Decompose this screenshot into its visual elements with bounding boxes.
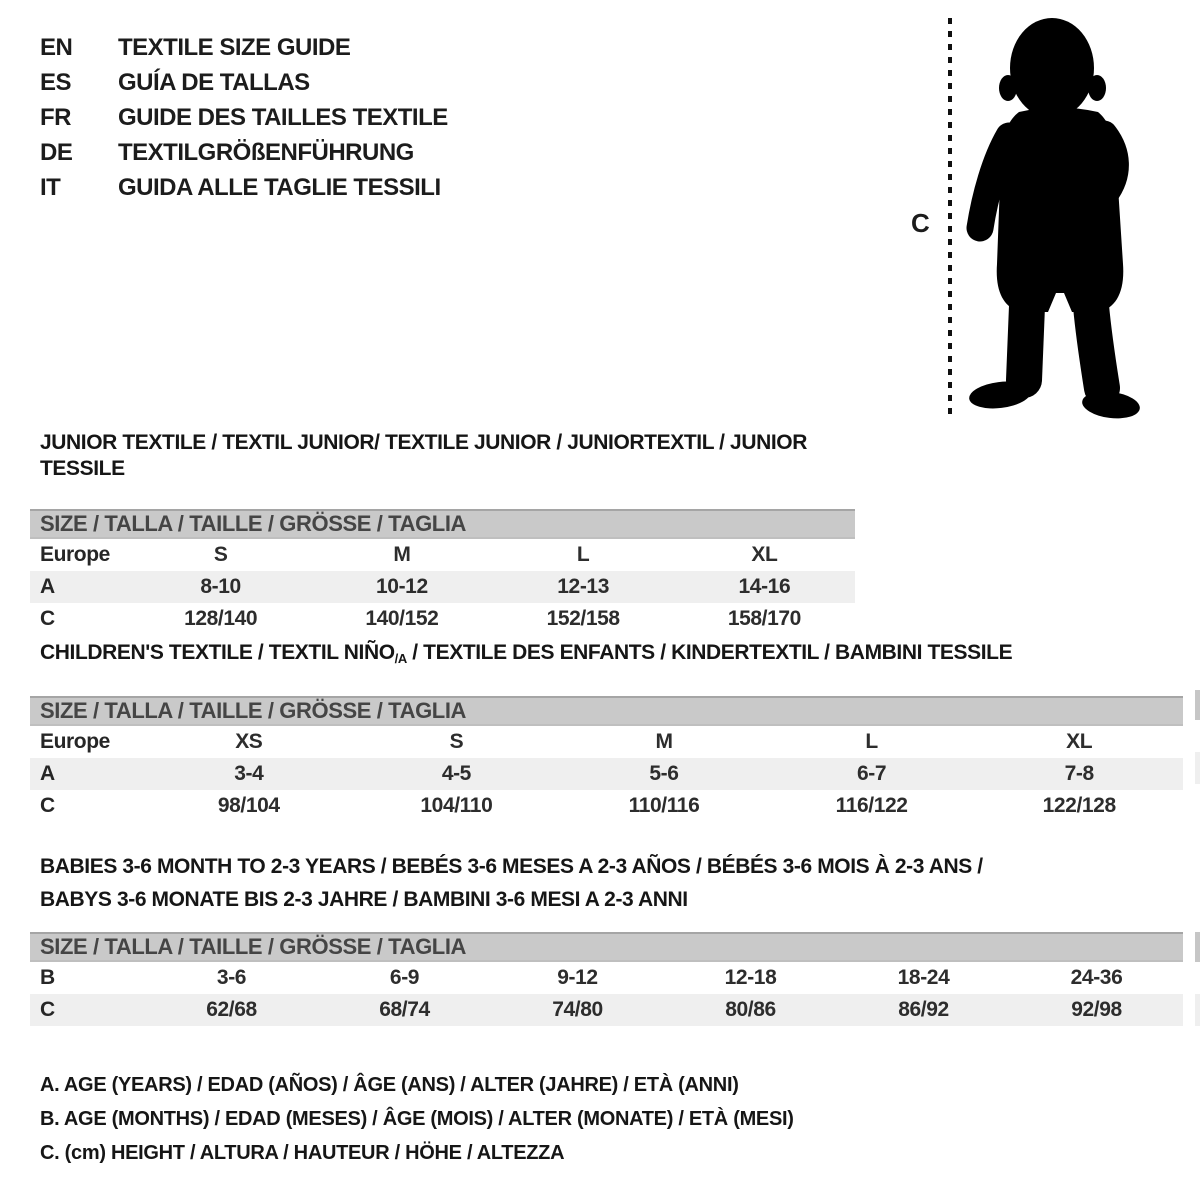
size-cell: L xyxy=(865,730,878,753)
size-cell: 6-7 xyxy=(768,758,976,790)
size-cell: XS xyxy=(235,730,263,753)
size-cell: XL xyxy=(1066,730,1093,753)
size-cell: 92/98 xyxy=(1010,994,1183,1026)
size-cell: M xyxy=(655,730,673,753)
language-code: IT xyxy=(40,173,61,201)
section-babies-textile xyxy=(30,850,1183,1026)
language-title: TEXTILE SIZE GUIDE xyxy=(118,33,351,61)
size-cell: S xyxy=(449,730,464,753)
table-row xyxy=(30,962,1183,994)
size-cell: 140/152 xyxy=(365,607,439,630)
height-figure xyxy=(905,8,1145,428)
size-cell: 86/92 xyxy=(837,994,1010,1026)
row-label: Europe xyxy=(40,543,110,566)
row-label: A xyxy=(30,758,145,790)
size-cell: 128/140 xyxy=(184,607,258,630)
language-row-fr xyxy=(40,100,448,135)
row-label: C xyxy=(30,994,145,1026)
language-code: DE xyxy=(40,138,73,166)
size-header-bar: SIZE / TALLA / TAILLE / GRÖSSE / TAGLIA xyxy=(30,696,1183,726)
size-cell: S xyxy=(213,543,228,566)
legend-line-a: A. AGE (YEARS) / EDAD (AÑOS) / ÂGE (ANS) / ALTER (JAHRE) / ETÀ (ANNI) xyxy=(40,1074,739,1096)
language-row-es xyxy=(40,65,448,100)
size-cell: 18-24 xyxy=(897,966,950,989)
section-title-childrens xyxy=(30,640,1183,672)
size-cell: 68/74 xyxy=(318,994,491,1026)
size-cell: 14-16 xyxy=(674,571,855,603)
title-line-1: BABIES 3-6 MONTH TO 2-3 YEARS / BEBÉS 3-6 MESES A 2-3 AÑOS / BÉBÉS 3-6 MOIS À 2-3 ANS / xyxy=(40,855,983,878)
section-childrens-textile xyxy=(30,640,1183,822)
title-text: / TEXTILE DES ENFANTS / KINDERTEXTIL / BAMBINI TESSILE xyxy=(406,641,1013,664)
language-title: GUIDE DES TAILLES TEXTILE xyxy=(118,103,448,131)
language-code: FR xyxy=(40,103,71,131)
size-cell: 9-12 xyxy=(557,966,598,989)
title-line-2: BABYS 3-6 MONATE BIS 2-3 JAHRE / BAMBINI 3-6 MESI A 2-3 ANNI xyxy=(40,888,688,911)
row-label: A xyxy=(30,571,130,603)
language-code: ES xyxy=(40,68,72,96)
title-text: CHILDREN'S TEXTILE / TEXTIL NIÑO xyxy=(40,641,395,664)
size-cell: L xyxy=(576,543,590,566)
baby-silhouette-icon xyxy=(905,8,1145,428)
section-title-babies xyxy=(30,850,1183,916)
size-cell: 12-18 xyxy=(724,966,777,989)
size-cell: 74/80 xyxy=(491,994,664,1026)
babies-size-table xyxy=(30,962,1183,1026)
size-cell: 24-36 xyxy=(1070,966,1123,989)
table-row xyxy=(30,539,855,571)
row-label: Europe xyxy=(40,730,110,753)
cropped-bar-fragment xyxy=(1195,994,1200,1026)
size-cell: 122/128 xyxy=(1042,794,1116,817)
size-cell: 10-12 xyxy=(311,571,492,603)
childrens-size-table xyxy=(30,726,1183,822)
size-cell: M xyxy=(393,543,411,566)
size-cell: 62/68 xyxy=(145,994,318,1026)
language-title: GUÍA DE TALLAS xyxy=(118,68,310,96)
size-cell: 104/110 xyxy=(420,794,493,817)
size-cell: 7-8 xyxy=(975,758,1183,790)
size-cell: 3-4 xyxy=(145,758,353,790)
table-row xyxy=(30,758,1183,790)
language-list xyxy=(40,30,448,205)
size-header-bar: SIZE / TALLA / TAILLE / GRÖSSE / TAGLIA xyxy=(30,932,1183,962)
table-row xyxy=(30,726,1183,758)
language-title: GUIDA ALLE TAGLIE TESSILI xyxy=(118,173,441,201)
table-row xyxy=(30,790,1183,822)
size-cell: 5-6 xyxy=(560,758,768,790)
size-cell: 98/104 xyxy=(217,794,280,817)
size-cell: 158/170 xyxy=(727,607,801,630)
size-header-bar: SIZE / TALLA / TAILLE / GRÖSSE / TAGLIA xyxy=(30,509,855,539)
size-cell: 80/86 xyxy=(664,994,837,1026)
size-cell: 4-5 xyxy=(353,758,561,790)
legend-line-c: C. (cm) HEIGHT / ALTURA / HAUTEUR / HÖHE / ALTEZZA xyxy=(40,1142,565,1164)
title-suffix: /A xyxy=(394,651,407,666)
height-measure-label: C xyxy=(911,208,930,238)
size-cell: 3-6 xyxy=(216,966,247,989)
size-cell: 116/122 xyxy=(835,794,908,817)
legend-line-b: B. AGE (MONTHS) / EDAD (MESES) / ÂGE (MOIS) / ALTER (MONATE) / ETÀ (MESI) xyxy=(40,1108,794,1130)
size-cell: 110/116 xyxy=(628,794,700,817)
table-row xyxy=(30,571,855,603)
section-junior-textile xyxy=(30,430,855,635)
size-cell: 8-10 xyxy=(130,571,311,603)
section-title-junior: JUNIOR TEXTILE / TEXTIL JUNIOR/ TEXTILE JUNIOR / JUNIORTEXTIL / JUNIOR TESSILE xyxy=(40,431,807,480)
language-title: TEXTILGRÖßENFÜHRUNG xyxy=(118,138,414,166)
junior-size-table xyxy=(30,539,855,635)
language-row-it xyxy=(40,170,448,205)
row-label: C xyxy=(40,794,55,817)
cropped-bar-fragment xyxy=(1195,752,1200,784)
row-label: B xyxy=(40,966,55,989)
language-row-en xyxy=(40,30,448,65)
size-cell: 12-13 xyxy=(493,571,674,603)
table-row xyxy=(30,603,855,635)
baby-silhouette xyxy=(968,18,1142,421)
size-cell: 6-9 xyxy=(389,966,420,989)
size-cell: XL xyxy=(751,543,778,566)
size-cell: 152/158 xyxy=(546,607,620,630)
row-label: C xyxy=(40,607,55,630)
language-row-de xyxy=(40,135,448,170)
cropped-bar-fragment xyxy=(1195,932,1200,962)
cropped-bar-fragment xyxy=(1195,690,1200,720)
language-code: EN xyxy=(40,33,73,61)
table-row xyxy=(30,994,1183,1026)
measure-legend xyxy=(40,1068,794,1170)
